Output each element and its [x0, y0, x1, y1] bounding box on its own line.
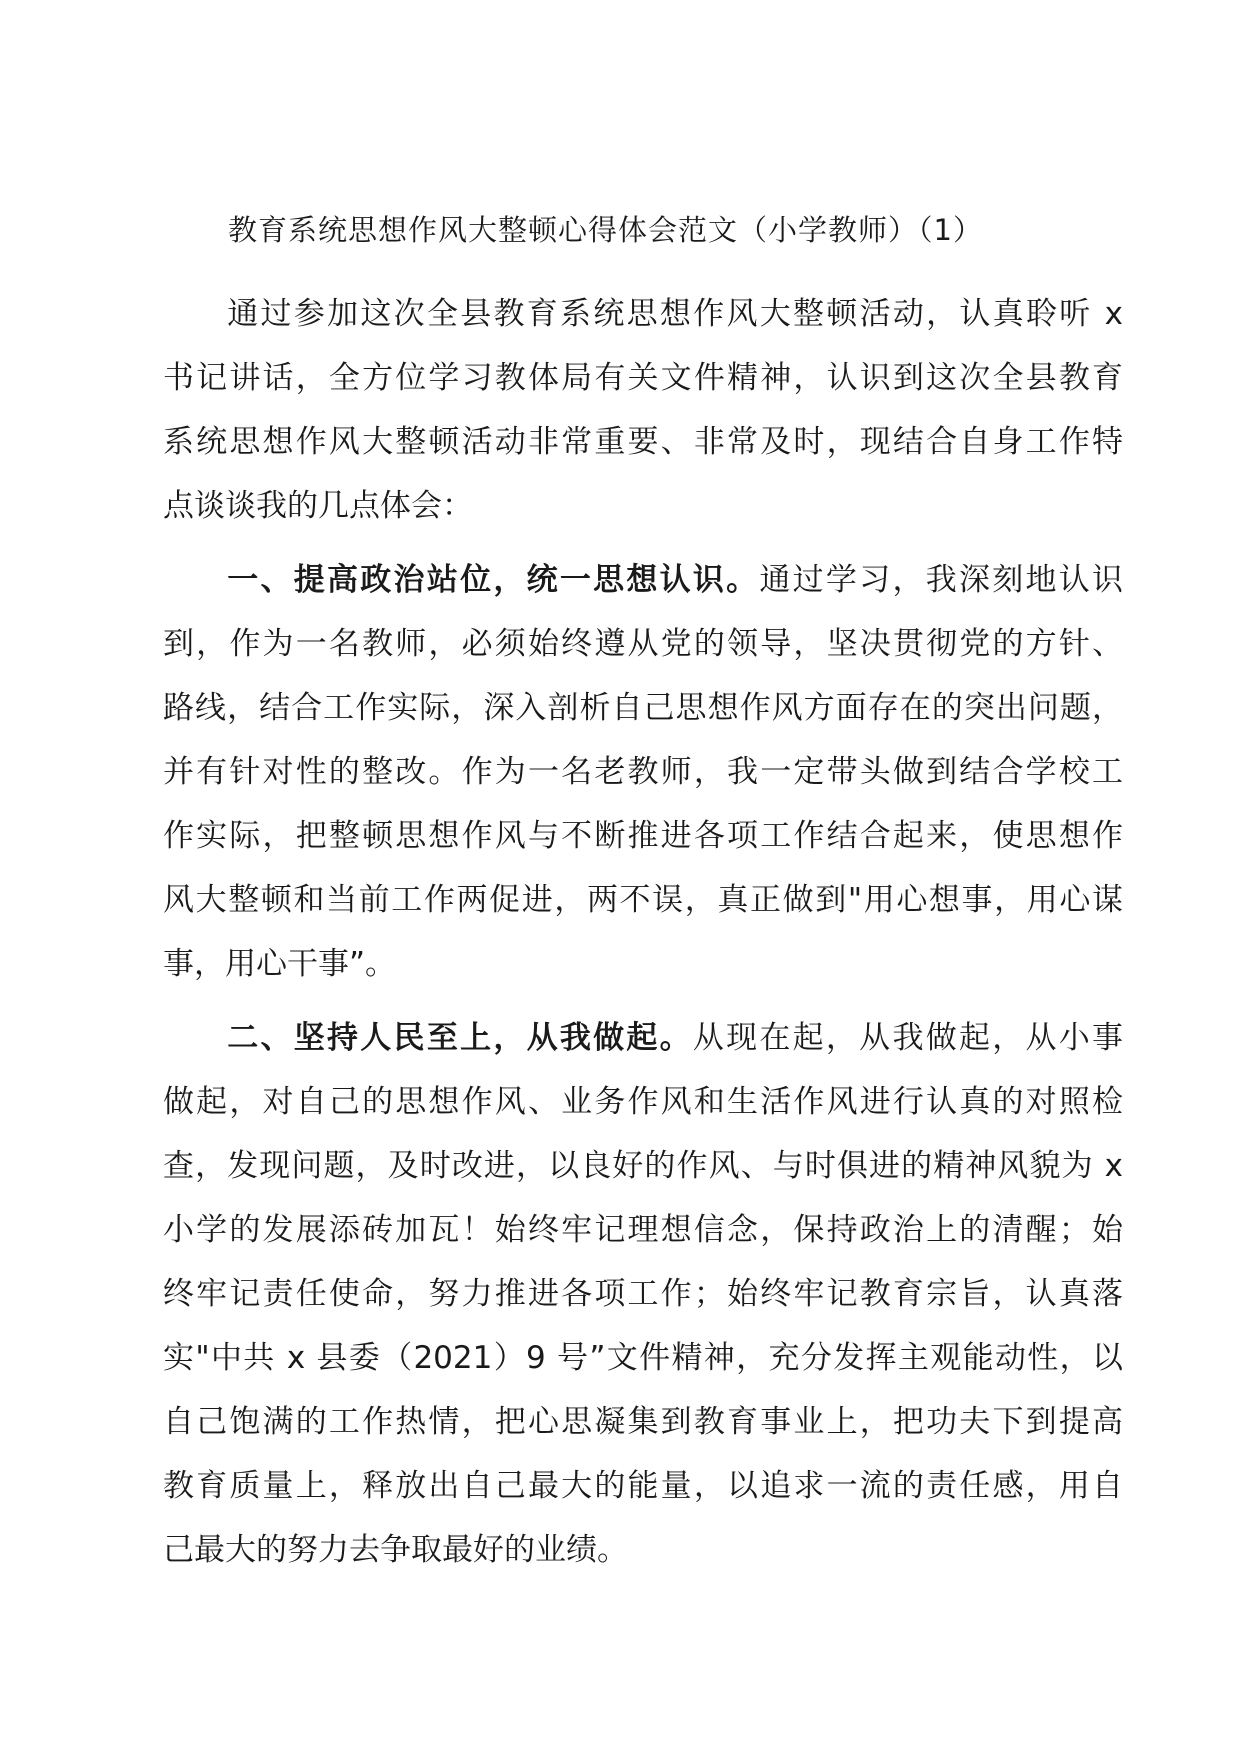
- section-heading: 二、坚持人民至上，从我做起。: [225, 1020, 693, 1056]
- text-line: 事，用心干事”。: [163, 946, 397, 982]
- text-line: 通过参加这次全县教育系统思想作风大整顿活动，认真聆听 x: [225, 296, 1123, 332]
- document-body: [163, 282, 1123, 1582]
- text-line: 作实际，把整顿思想作风与不断推进各项工作结合起来，使思想作: [163, 818, 1123, 854]
- paragraph-spacer: [163, 538, 1123, 548]
- text-line: 小学的发展添砖加瓦！始终牢记理想信念，保持政治上的清醒；始: [163, 1212, 1123, 1248]
- text-line: 系统思想作风大整顿活动非常重要、非常及时，现结合自身工作特: [163, 424, 1123, 460]
- text-line: 路线，结合工作实际，深入剖析自己思想作风方面存在的突出问题，: [163, 690, 1123, 726]
- text-line: 风大整顿和当前工作两促进，两不误，真正做到"用心想事，用心谋: [163, 882, 1123, 918]
- text-line: 终牢记责任使命，努力推进各项工作；始终牢记教育宗旨，认真落: [163, 1276, 1123, 1312]
- text-line: 查，发现问题，及时改进，以良好的作风、与时俱进的精神风貌为 x: [163, 1148, 1123, 1184]
- text-line: 实"中共 x 县委（2021）9 号”文件精神，充分发挥主观能动性，以: [163, 1340, 1123, 1376]
- document-title: 教育系统思想作风大整顿心得体会范文（小学教师）（1）: [228, 213, 983, 247]
- text-line: 点谈谈我的几点体会：: [163, 488, 473, 524]
- text-line: 二、坚持人民至上，从我做起。从现在起，从我做起，从小事: [225, 1020, 1124, 1056]
- text-line: 做起，对自己的思想作风、业务作风和生活作风进行认真的对照检: [163, 1084, 1123, 1120]
- paragraph-section-one: [163, 548, 1123, 996]
- paragraph-spacer: [163, 996, 1123, 1006]
- text-line: 自己饱满的工作热情，把心思凝集到教育事业上，把功夫下到提高: [163, 1404, 1123, 1440]
- text-line: 到，作为一名教师，必须始终遵从党的领导，坚决贯彻党的方针、: [163, 626, 1123, 662]
- section-heading: 一、提高政治站位，统一思想认识。: [225, 562, 760, 598]
- text-line: 并有针对性的整改。作为一名老教师，我一定带头做到结合学校工: [163, 754, 1123, 790]
- text-line: 书记讲话，全方位学习教体局有关文件精神，认识到这次全县教育: [163, 360, 1123, 396]
- paragraph-section-two: [163, 1006, 1123, 1582]
- text-line: 己最大的努力去争取最好的业绩。: [163, 1532, 628, 1568]
- text-line: 教育质量上，释放出自己最大的能量，以追求一流的责任感，用自: [163, 1468, 1123, 1504]
- paragraph-intro: [163, 282, 1123, 538]
- text-line: 一、提高政治站位，统一思想认识。通过学习，我深刻地认识: [225, 562, 1123, 598]
